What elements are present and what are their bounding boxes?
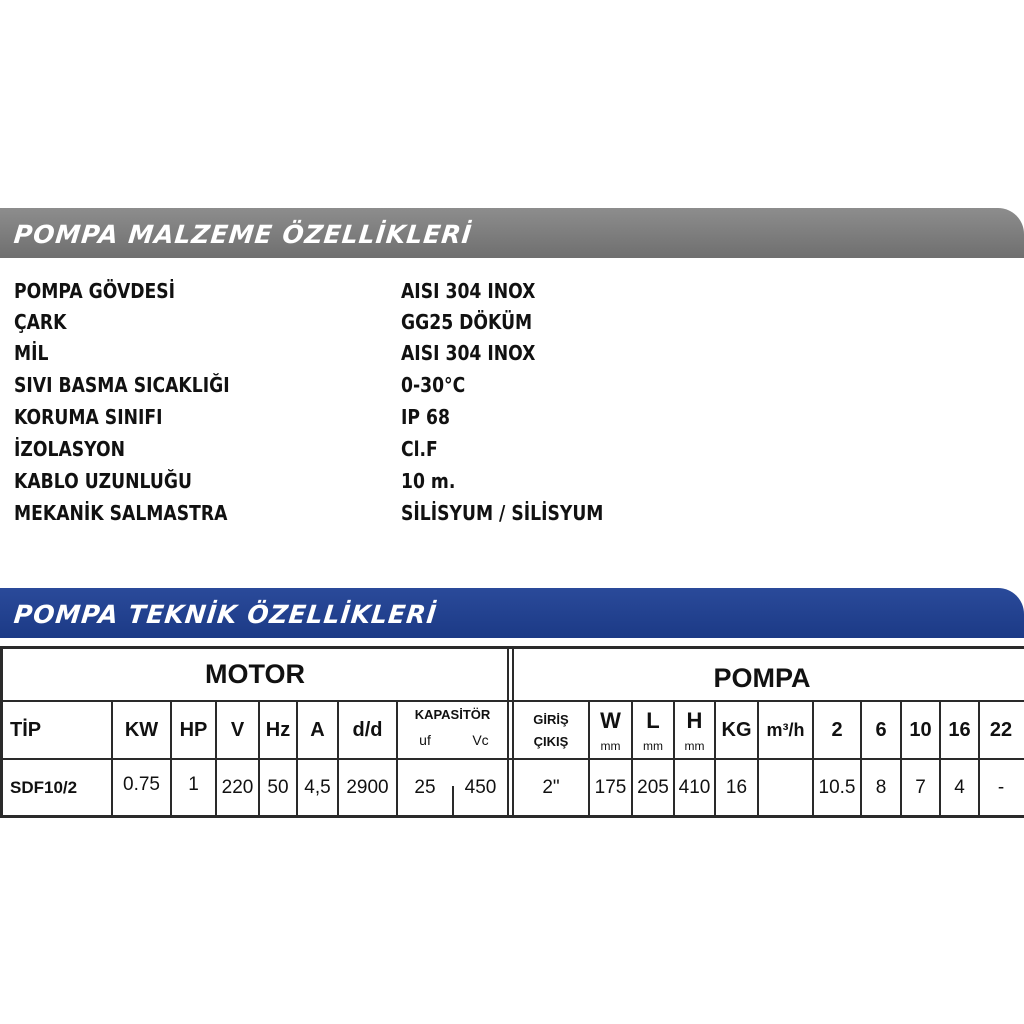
technical-table (0, 646, 1024, 818)
spec-row (14, 434, 616, 464)
cell-kw: 0.75 (123, 774, 160, 795)
cell-w: 175 (594, 776, 627, 798)
header-m3h: m³/h (766, 719, 805, 740)
spec-label: ÇARK (14, 310, 67, 334)
spec-value: Cl.F (401, 437, 438, 461)
header-q6: 6 (875, 718, 887, 741)
header-h-unit: mm (684, 739, 705, 753)
header-q10: 10 (909, 718, 932, 741)
spec-value: IP 68 (401, 405, 450, 429)
header-v: V (230, 718, 245, 741)
cell-m3h (759, 760, 812, 815)
table-rule (507, 646, 509, 818)
header-tip: TİP (10, 718, 42, 741)
cell-vc: 450 (464, 776, 497, 798)
spec-label: KORUMA SINIFI (14, 405, 163, 429)
spec-row (14, 402, 616, 432)
cell-kg: 16 (725, 776, 748, 798)
header-kapasitor: KAPASİTÖR (414, 706, 491, 722)
spec-label: SIVI BASMA SICAKLIĞI (14, 373, 230, 397)
spec-row (14, 338, 616, 368)
cell-hp: 1 (188, 774, 199, 795)
spec-label: KABLO UZUNLUĞU (14, 469, 192, 493)
header-uf: uf (419, 732, 431, 748)
spec-value: AISI 304 INOX (401, 279, 536, 303)
cell-a: 4,5 (304, 776, 331, 798)
cell-q6: 8 (875, 776, 887, 798)
header-q22: 22 (989, 718, 1013, 741)
cell-q10: 7 (915, 776, 926, 798)
cell-dd: 2900 (346, 776, 389, 798)
spec-row (14, 307, 616, 337)
motor-group-header: MOTOR (205, 659, 305, 689)
spec-value: 10 m. (401, 469, 456, 493)
technical-section-title: POMPA TEKNİK ÖZELLİKLERİ (12, 600, 439, 629)
cell-q2: 10.5 (818, 776, 856, 798)
header-hz: Hz (265, 718, 291, 741)
header-l: L (646, 708, 660, 733)
spec-row (14, 276, 616, 306)
header-kw: KW (124, 718, 159, 741)
header-cikis: ÇIKIŞ (533, 733, 569, 749)
cell-hz: 50 (267, 776, 289, 798)
header-h: H (686, 708, 703, 733)
header-w: W (600, 708, 621, 733)
cell-h: 410 (678, 776, 711, 798)
cell-q22: - (997, 776, 1005, 798)
spec-label: MEKANİK SALMASTRA (14, 501, 228, 525)
header-vc: Vc (472, 732, 489, 748)
spec-row (14, 498, 616, 528)
cell-giris-cikis: 2" (542, 776, 560, 798)
material-section-title: POMPA MALZEME ÖZELLİKLERİ (12, 220, 474, 249)
spec-value: GG25 DÖKÜM (401, 310, 533, 334)
spec-value: SİLİSYUM / SİLİSYUM (401, 501, 604, 525)
cell-uf: 25 (414, 776, 436, 798)
header-a: A (310, 718, 325, 741)
header-hp: HP (179, 718, 208, 741)
header-w-unit: mm (600, 739, 621, 753)
cell-l: 205 (637, 776, 669, 798)
header-q16: 16 (948, 718, 971, 741)
pompa-group-header: POMPA (713, 663, 811, 693)
header-giris: GİRİŞ (533, 711, 569, 727)
spec-value: AISI 304 INOX (401, 341, 536, 365)
header-kg: KG (721, 718, 752, 741)
material-section-banner (0, 208, 1024, 258)
spec-label: POMPA GÖVDESİ (14, 279, 176, 303)
spec-row (14, 466, 616, 496)
cell-tip: SDF10/2 (10, 777, 78, 797)
spec-label: İZOLASYON (14, 437, 126, 461)
header-dd: d/d (352, 718, 383, 741)
header-l-unit: mm (643, 739, 663, 753)
spec-row (14, 370, 616, 400)
cell-q16: 4 (954, 776, 965, 798)
spec-label: MİL (14, 341, 49, 365)
cell-v: 220 (221, 776, 254, 798)
spec-value: 0-30°C (401, 373, 466, 397)
header-q2: 2 (831, 718, 843, 741)
technical-section-banner (0, 588, 1024, 638)
